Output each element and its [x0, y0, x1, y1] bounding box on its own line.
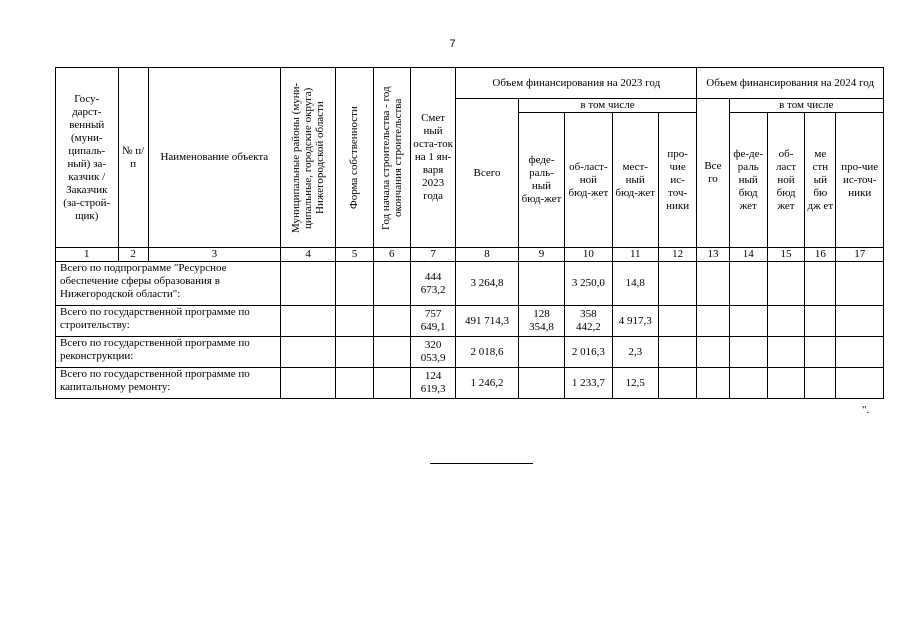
column-number: 5: [336, 248, 373, 262]
table-row: [56, 262, 884, 306]
row-label: Всего по государственной программе по капитальному ремонту:: [56, 368, 281, 399]
column-number: 11: [612, 248, 658, 262]
header-regional-2024: об-ласт ной бюд жет: [767, 113, 804, 248]
column-number: 12: [658, 248, 696, 262]
row-total-2023: 3 264,8: [456, 262, 519, 306]
header-including-2023: в том числе: [518, 99, 697, 113]
column-number: 8: [456, 248, 519, 262]
row-estimate: 124 619,3: [410, 368, 455, 399]
header-total-2024: Все го: [697, 99, 729, 248]
column-number: 1: [56, 248, 119, 262]
row-federal-2023: [518, 337, 564, 368]
column-number: 16: [805, 248, 836, 262]
header-fin-2023: Объем финансирования на 2023 год: [456, 68, 697, 99]
header-num: № п/п: [118, 68, 148, 248]
table-row: [56, 306, 884, 337]
row-regional-2023: 3 250,0: [565, 262, 612, 306]
header-including-2024: в том числе: [729, 99, 883, 113]
header-ownership: Форма собственности: [336, 68, 373, 248]
row-federal-2023: [518, 368, 564, 399]
header-federal-2023: феде-раль-ный бюд-жет: [518, 113, 564, 248]
column-number: 7: [410, 248, 455, 262]
row-local-2023: 12,5: [612, 368, 658, 399]
separator-line: [430, 463, 533, 464]
header-object-name: Наименование объекта: [148, 68, 280, 248]
row-regional-2023: 2 016,3: [565, 337, 612, 368]
row-local-2023: 4 917,3: [612, 306, 658, 337]
row-federal-2023: [518, 262, 564, 306]
row-local-2023: 2,3: [612, 337, 658, 368]
header-federal-2024: фе-де-раль ный бюд жет: [729, 113, 767, 248]
row-federal-2023: 128 354,8: [518, 306, 564, 337]
column-number-row: [56, 248, 884, 262]
row-regional-2023: 1 233,7: [565, 368, 612, 399]
closing-quote: ".: [862, 404, 870, 416]
row-regional-2023: 358 442,2: [565, 306, 612, 337]
header-total-2023: Всего: [456, 99, 519, 248]
table-row: [56, 368, 884, 399]
header-other-2024: про-чие ис-точ-ники: [836, 113, 884, 248]
table-row: [56, 337, 884, 368]
column-number: 2: [118, 248, 148, 262]
column-number: 14: [729, 248, 767, 262]
column-number: 3: [148, 248, 280, 262]
column-number: 15: [767, 248, 804, 262]
row-label: Всего по подпрограмме "Ресурсное обеспечение сферы образования в Нижегородской области":: [56, 262, 281, 306]
column-number: 4: [280, 248, 335, 262]
header-regional-2023: об-ласт-ной бюд-жет: [565, 113, 612, 248]
column-number: 6: [373, 248, 410, 262]
header-fin-2024: Объем финансирования на 2024 год: [697, 68, 884, 99]
row-total-2023: 491 714,3: [456, 306, 519, 337]
header-other-2023: про-чие ис-точ-ники: [658, 113, 696, 248]
header-years: Год начала строительства - год окончания строительства: [373, 68, 410, 248]
header-municipal: Муниципальные районы (муни-ципальные, городские округа) Нижегородской области: [280, 68, 335, 248]
row-label: Всего по государственной программе по реконструкции:: [56, 337, 281, 368]
header-estimate: Смет ный оста-ток на 1 ян-варя 2023 года: [410, 68, 455, 248]
row-total-2023: 1 246,2: [456, 368, 519, 399]
row-estimate: 320 053,9: [410, 337, 455, 368]
column-number: 17: [836, 248, 884, 262]
row-estimate: 757 649,1: [410, 306, 455, 337]
page-number: 7: [449, 38, 456, 50]
header-customer: Госу-дарст-венный (муни-ципаль-ный) за-казчик / Заказчик (за-строй-щик): [56, 68, 119, 248]
row-local-2023: 14,8: [612, 262, 658, 306]
row-label: Всего по государственной программе по строительству:: [56, 306, 281, 337]
header-local-2023: мест-ный бюд-жет: [612, 113, 658, 248]
row-estimate: 444 673,2: [410, 262, 455, 306]
row-total-2023: 2 018,6: [456, 337, 519, 368]
column-number: 9: [518, 248, 564, 262]
financing-table: [55, 67, 884, 399]
column-number: 13: [697, 248, 729, 262]
column-number: 10: [565, 248, 612, 262]
header-local-2024: ме стн ый бю дж ет: [805, 113, 836, 248]
